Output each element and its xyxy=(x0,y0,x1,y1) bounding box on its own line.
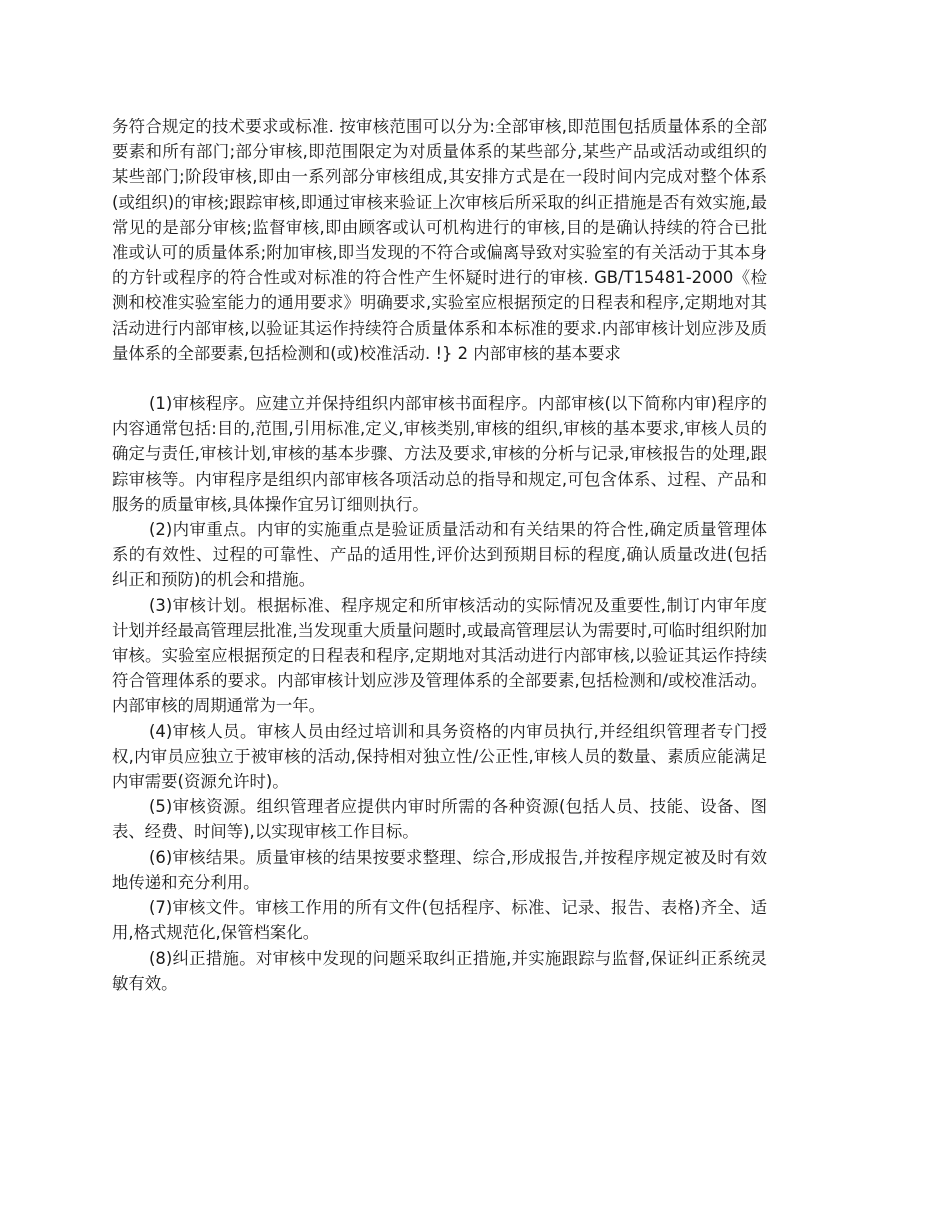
requirement-item-audit-procedure: (1)审核程序。应建立并保持组织内部审核书面程序。内部审核(以下简称内审)程序的内容通常包括:目的,范围,引用标准,定义,审核类别,审核的组织,审核的基本要求,审核人员的确定与责任,审核计划,审核的基本步骤、方法及要求,审核的分析与记录,审核报告的处理,跟踪审核等。内审程序是组织内部审核各项活动总的指导和规定,可包含体系、过程、产品和服务的质量审核,具体操作宜另订细则执行。 xyxy=(112,394,767,514)
requirement-item-audit-resources: (5)审核资源。组织管理者应提供内审时所需的各种资源(包括人员、技能、设备、图表、经费、时间等),以实现审核工作目标。 xyxy=(112,797,767,842)
requirement-item-audit-focus: (2)内审重点。内审的实施重点是验证质量活动和有关结果的符合性,确定质量管理体系的有效性、过程的可靠性、产品的适用性,评价达到预期目标的程度,确认质量改进(包括纠正和预防)的机会和措施。 xyxy=(112,520,767,590)
intro-paragraph: 务符合规定的技术要求或标准. 按审核范围可以分为:全部审核,即范围包括质量体系的全部要素和所有部门;部分审核,即范围限定为对质量体系的某些部分,某些产品或活动或组织的某些部门;阶段审核,即由一系列部分审核组成,其安排方式是在一段时间内完成对整个体系(或组织)的审核;跟踪审核,即通过审核来验证上次审核后所采取的纠正措施是否有效实施,最常见的是部分审核;监督审核,即由顾客或认可机构进行的审核,目的是确认持续的符合已批准或认可的质量体系;附加审核,即当发现的不符合或偏离导致对实验室的有关活动于其本身的方针或程序的符合性或对标准的符合性产生怀疑时进行的审核. GB/T15481-2000《检测和校准实验室能力的通用要求》明确要求,实验室应根据预定的日程表和程序,定期地对其活动进行内部审核,以验证其运作持续符合质量体系和本标准的要求.内部审核计划应涉及质量体系的全部要素,包括检测和(或)校准活动. !} 2 内部审核的基本要求 xyxy=(112,117,767,363)
requirement-item-audit-personnel: (4)审核人员。审核人员由经过培训和具务资格的内审员执行,并经组织管理者专门授权,内审员应独立于被审核的活动,保持相对独立性/公正性,审核人员的数量、素质应能满足内审需要(资源允许时)。 xyxy=(112,721,767,792)
document-body xyxy=(112,114,767,996)
requirement-item-corrective-actions: (8)纠正措施。对审核中发现的问题采取纠正措施,并实施跟踪与监督,保证纠正系统灵敏有效。 xyxy=(112,948,767,993)
requirement-item-audit-documents: (7)审核文件。审核工作用的所有文件(包括程序、标准、记录、报告、表格)齐全、适用,格式规范化,保管档案化。 xyxy=(112,898,767,943)
requirement-item-audit-results: (6)审核结果。质量审核的结果按要求整理、综合,形成报告,并按程序规定被及时有效地传递和充分利用。 xyxy=(112,847,767,892)
requirement-item-audit-plan: (3)审核计划。根据标准、程序规定和所审核活动的实际情况及重要性,制订内审年度计划并经最高管理层批准,当发现重大质量问题时,或最高管理层认为需要时,可临时组织附加审核。实验室应根据预定的日程表和程序,定期地对其活动进行内部审核,以验证其运作持续符合管理体系的要求。内部审核计划应涉及管理体系的全部要素,包括检测和/或校准活动。内部审核的周期通常为一年。 xyxy=(112,595,767,716)
paragraph-gap xyxy=(112,366,767,391)
